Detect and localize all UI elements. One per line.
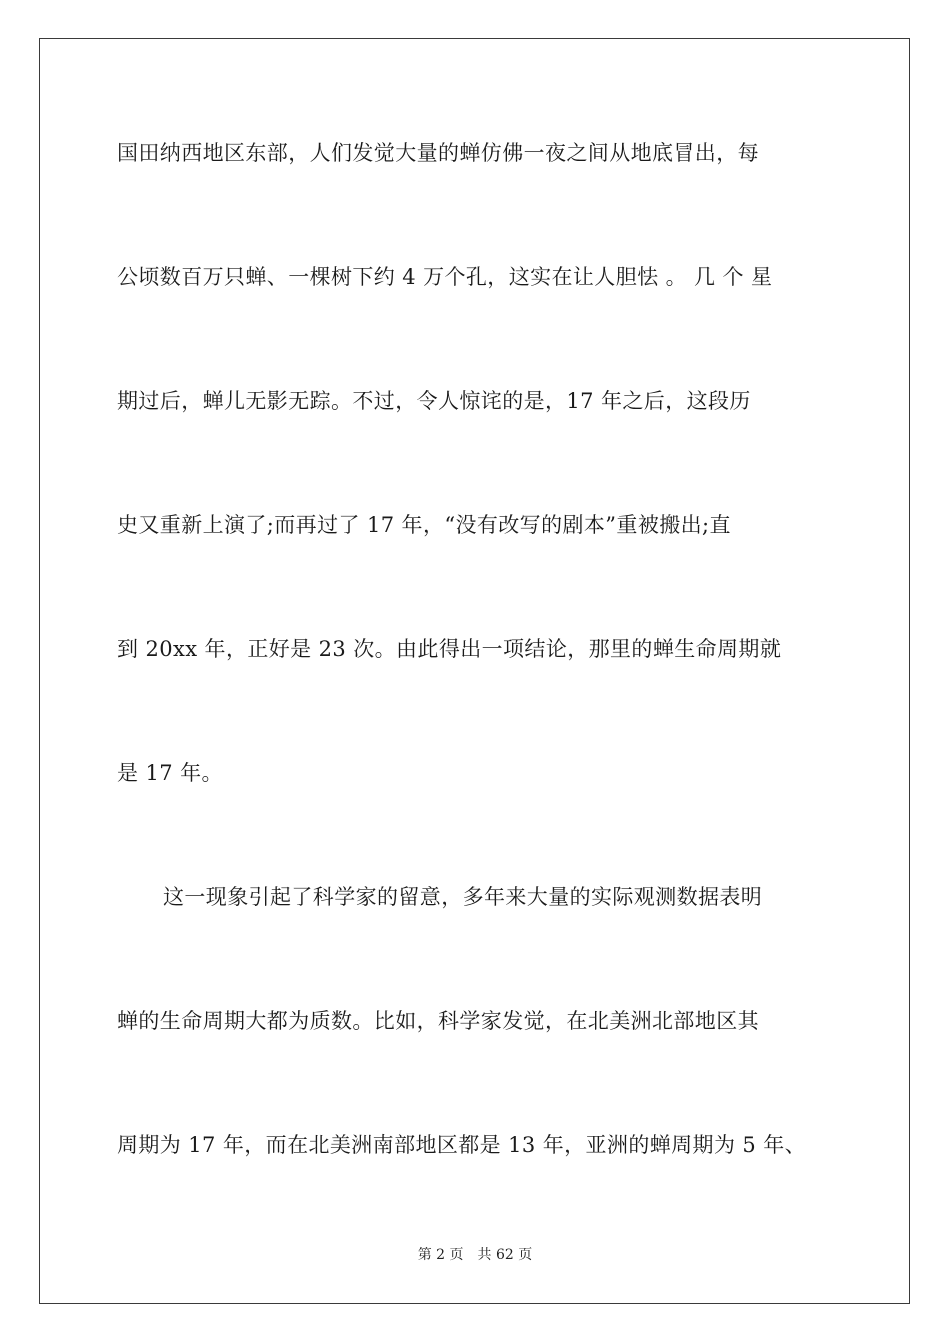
text-line: 到 20xx 年，正好是 23 次。由此得出一项结论，那里的蝉生命周期就	[117, 637, 782, 661]
text-line: 公顷数百万只蝉、一棵树下约 4 万个孔，这实在让人胆怯 。 几 个 星	[117, 265, 773, 289]
page-border	[39, 38, 910, 1304]
text-line: 周期为 17 年，而在北美洲南部地区都是 13 年，亚洲的蝉周期为 5 年、	[117, 1133, 807, 1157]
text-line: 期过后，蝉儿无影无踪。不过，令人惊诧的是，17 年之后，这段历	[117, 389, 751, 413]
page-footer	[0, 1246, 950, 1264]
paragraph-first-line: 这一现象引起了科学家的留意，多年来大量的实际观测数据表明	[163, 885, 763, 909]
text-line: 史又重新上演了;而再过了 17 年，“没有改写的剧本”重被搬出;直	[117, 513, 731, 537]
text-line: 蝉的生命周期大都为质数。比如，科学家发觉，在北美洲北部地区其	[117, 1009, 759, 1033]
page-total: 共 62 页	[477, 1247, 533, 1263]
text-line: 是 17 年。	[117, 761, 223, 785]
text-line: 国田纳西地区东部，人们发觉大量的蝉仿佛一夜之间从地底冒出，每	[117, 141, 759, 165]
page-number: 第 2 页	[417, 1247, 464, 1263]
